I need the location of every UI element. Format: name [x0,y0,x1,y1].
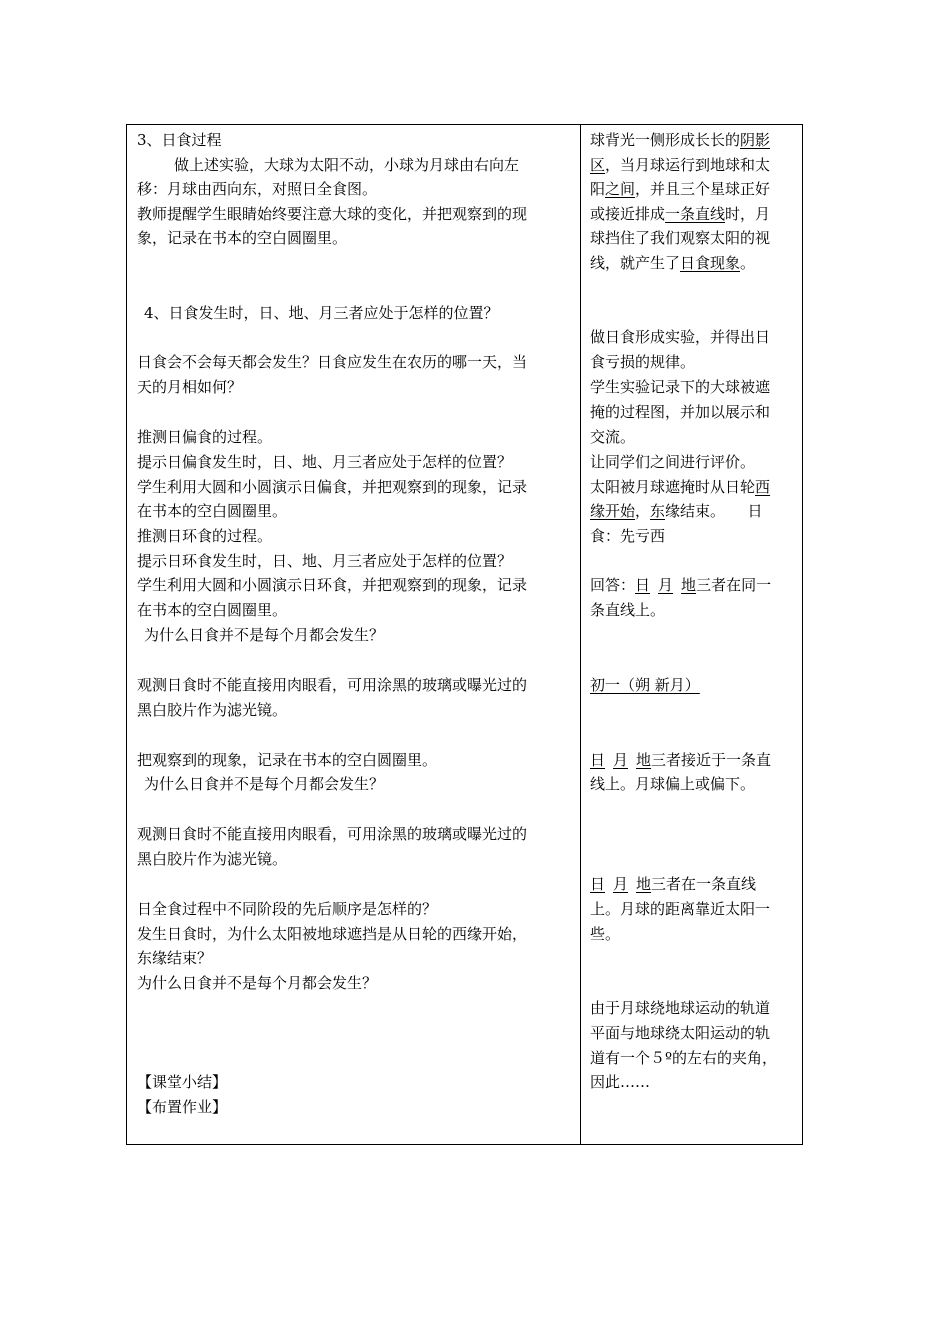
text-line: 日 月 地三者接近于一条直 [590,751,772,769]
text-line: 学生实验记录下的大球被遮 [590,378,771,396]
text-line: 太阳被月球遮掩时从日轮西 [590,478,771,496]
text-line: 象，记录在书本的空白圆圈里。 [137,229,348,247]
text-line: 因此…… [590,1073,651,1091]
text-line: 黑白胶片作为滤光镜。 [137,701,288,719]
text-line: 由于月球绕地球运动的轨道 [590,999,771,1017]
text-line: 把观察到的现象，记录在书本的空白圆圈里。 [137,751,438,769]
text-line: 做上述实验，大球为太阳不动，小球为月球由右向左 [174,156,520,174]
text-line: 为什么日食并不是每个月都会发生？ [144,775,385,793]
text-line: 食：先亏西 [590,527,666,545]
text-line: 让同学们之间进行评价。 [590,453,756,471]
text-line: 观测日食时不能直接用肉眼看，可用涂黑的玻璃或曝光过的 [137,825,528,843]
text-line: 日全食过程中不同阶段的先后顺序是怎样的？ [137,900,438,918]
text-line: 缘开始，东缘结束。 日 [590,502,763,520]
text-line: 球背光一侧形成长长的阴影 [590,131,771,149]
text-line: 移：月球由西向东，对照日全食图。 [137,180,378,198]
text-line: 线上。月球偏上或偏下。 [590,775,756,793]
text-line: 食亏损的规律。 [590,353,696,371]
text-line: 回答：日 月 地三者在同一 [590,576,772,594]
text-line: 交流。 [590,428,636,446]
text-line: 推测日环食的过程。 [137,527,273,545]
text-line: 学生利用大圆和小圆演示日偏食，并把观察到的现象，记录 [137,478,528,496]
text-line: 区，当月球运行到地球和太 [590,156,771,174]
text-line: 提示日偏食发生时，日、地、月三者应处于怎样的位置？ [137,453,513,471]
text-line: 东缘结束？ [137,949,213,967]
text-line: 掩的过程图，并加以展示和 [590,403,771,421]
text-line: 上。月球的距离靠近太阳一 [590,900,771,918]
text-line: 观测日食时不能直接用肉眼看，可用涂黑的玻璃或曝光过的 [137,676,528,694]
text-line: 道有一个５º的左右的夹角， [590,1049,778,1067]
text-line: 线，就产生了日食现象。 [590,254,756,272]
text-line: 日 月 地三者在一条直线 [590,875,757,893]
text-line: 或接近排成一条直线时，月 [590,205,771,223]
text-line: 球挡住了我们观察太阳的视 [590,229,771,247]
text-line: 为什么日食并不是每个月都会发生？ [144,626,385,644]
text-line: 天的月相如何？ [137,378,243,396]
text-line: 提示日环食发生时，日、地、月三者应处于怎样的位置？ [137,552,513,570]
text-line: 黑白胶片作为滤光镜。 [137,850,288,868]
lesson-table [126,124,803,1145]
section-3-title: 3、日食过程 [137,131,222,149]
text-line: 初一（朔 新月） [590,676,700,694]
text-line: 发生日食时，为什么太阳被地球遮挡是从日轮的西缘开始， [137,925,528,943]
text-line: 教师提醒学生眼睛始终要注意大球的变化，并把观察到的现 [137,205,528,223]
text-line: 些。 [590,925,621,943]
text-line: 在书本的空白圆圈里。 [137,502,288,520]
text-line: 条直线上。 [590,601,666,619]
text-line: 平面与地球绕太阳运动的轨 [590,1024,771,1042]
class-summary-heading: 【课堂小结】 [137,1073,228,1091]
text-line: 在书本的空白圆圈里。 [137,601,288,619]
text-line: 推测日偏食的过程。 [137,428,273,446]
text-line: 学生利用大圆和小圆演示日环食，并把观察到的现象，记录 [137,576,528,594]
text-line: 做日食形成实验，并得出日 [590,328,771,346]
text-line: 为什么日食并不是每个月都会发生？ [137,974,378,992]
section-4-title: 4、日食发生时，日、地、月三者应处于怎样的位置？ [144,304,499,322]
text-line: 阳之间，并且三个星球正好 [590,180,771,198]
column-divider [580,125,581,1144]
text-line: 日食会不会每天都会发生？日食应发生在农历的哪一天，当 [137,353,528,371]
homework-heading: 【布置作业】 [137,1098,228,1116]
